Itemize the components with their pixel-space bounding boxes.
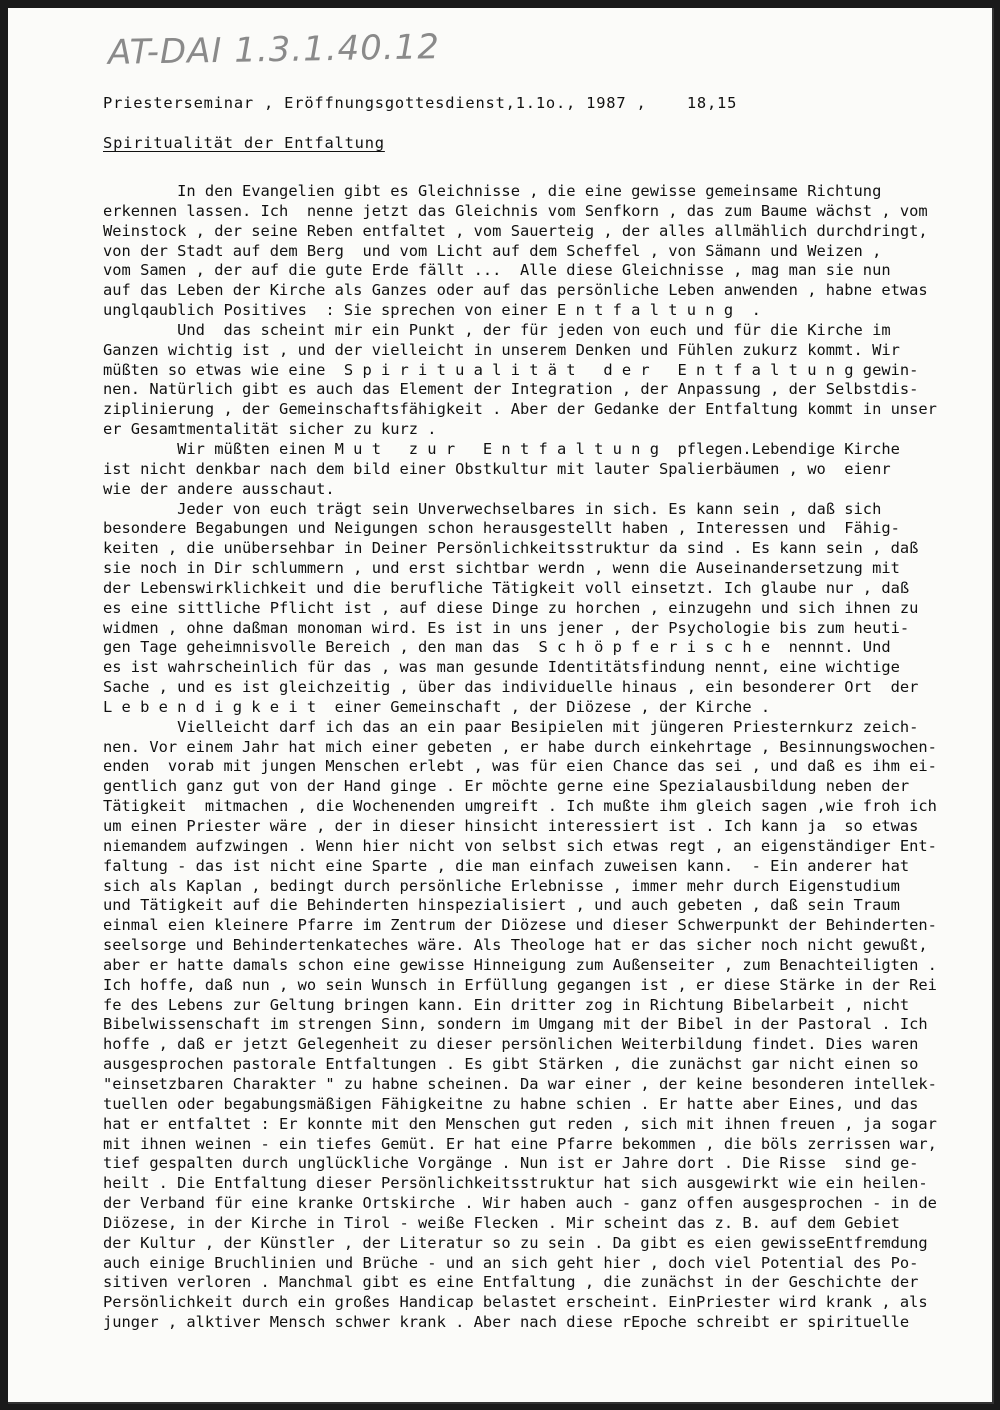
body-line: In den Evangelien gibt es Gleichnisse , die eine gewisse gemeinsame Richtung: [103, 182, 882, 200]
body-line: tuellen oder begabungsmäßigen Fähigkeitne zu habne schien . Er hatte aber Eines, und das: [103, 1094, 919, 1113]
document-title: Spiritualität der Entfaltung: [103, 134, 385, 152]
archive-signature: AT-DAI 1.3.1.40.12: [107, 27, 441, 73]
body-line: der Lebenswirklichkeit und die berufliche Tätigkeit voll einsetzt. Ich glaube nur , daß: [103, 578, 910, 597]
body-line: "einsetzbaren Charakter " zu habne scheinen. Da war einer , der keine besonderen intellek-: [103, 1074, 937, 1093]
body-line: L e b e n d i g k e i t einer Gemeinschaft , der Diözese , der Kirche .: [103, 697, 771, 716]
body-line: faltung - das ist nicht eine Sparte , die man einfach zuweisen kann. - Ein anderer hat: [103, 856, 910, 875]
body-line: sitiven verloren . Manchmal gibt es eine Entfaltung , die zunächst in der Geschichte der: [103, 1273, 919, 1292]
body-line: niemandem aufzwingen . Wenn hier nicht von selbst sich etwas regt , an eigenständiger Ent-: [103, 836, 937, 855]
body-line: Tätigkeit mitmachen , die Wochenenden umgreift . Ich mußte ihm gleich sagen ,wie froh ich: [103, 797, 937, 816]
body-line: ziplinierung , der Gemeinschaftsfähigkeit . Aber der Gedanke der Entfaltung kommt in unser: [103, 400, 937, 419]
body-line: junger , alktiver Mensch schwer krank . Aber nach diese rEpoche schreibt er spirituelle: [103, 1313, 910, 1332]
body-line: um einen Priester wäre , der in dieser hinsicht interessiert ist . Ich kann ja so etwas: [103, 817, 919, 835]
body-line: hoffe , daß er jetzt Gelegenheit zu dieser persönlichen Weiterbildung findet. Dies waren: [103, 1035, 919, 1054]
body-line: Und das scheint mir ein Punkt , der für jeden von euch und für die Kirche im: [103, 320, 891, 339]
body-line: wie der andere ausschaut.: [103, 479, 335, 498]
body-line: tief gespalten durch unglückliche Vorgänge . Nun ist er Jahre dort . Die Risse sind ge-: [103, 1154, 919, 1173]
body-line: auf das Leben der Kirche als Ganzes oder auf das persönliche Leben anwenden , habne etwas: [103, 281, 928, 300]
body-line: sie noch in Dir schlummern , und erst sichtbar werdn , wenn die Auseinandersetzung mit: [103, 559, 900, 578]
body-line: keiten , die unübersehbar in Deiner Persönlichkeitsstruktur da sind . Es kann sein , daß: [103, 539, 919, 558]
body-line: es eine sittliche Pflicht ist , auf diese Dinge zu horchen , einzugehn und sich ihnen zu: [103, 598, 919, 617]
body-line: gentlich ganz gut von der Hand ginge . Er möchte gerne eine Spezialausbildung neben der: [103, 777, 910, 796]
body-line: widmen , ohne daßman monoman wird. Es ist in uns jener , der Psychologie bis zum heuti-: [103, 618, 910, 637]
body-line: Bibelwissenschaft im strengen Sinn, sondern im Umgang mit der Bibel in der Pastoral . Ich: [103, 1015, 928, 1034]
body-line: aber er hatte damals schon eine gewisse Hinneigung zum Außenseiter , zum Benachteiligten .: [103, 955, 937, 974]
body-line: nen. Natürlich gibt es auch das Element der Integration , der Anpassung , der Selbstdis-: [103, 380, 919, 399]
body-line: Ich hoffe, daß nun , wo sein Wunsch in Erfüllung gegangen ist , er diese Stärke in der Rei: [103, 975, 937, 994]
body-line: Weinstock , der seine Reben entfaltet , vom Sauerteig , der alles allmählich durchdringt,: [103, 221, 928, 240]
body-line: der Kultur , der Künstler , der Literatur so zu sein . Da gibt es eien gewisseEntfremdung: [103, 1233, 928, 1252]
body-line: der Verband für eine kranke Ortskirche . Wir haben auch - ganz offen ausgesprochen - in de: [103, 1194, 937, 1213]
body-line: hat er entfaltet : Er konnte mit den Menschen gut reden , sich mit ihnen freuen , ja sogar: [103, 1114, 937, 1133]
body-line: sich als Kaplan , bedingt durch persönliche Erlebnisse , immer mehr durch Eigenstudium: [103, 876, 900, 895]
body-line: Wir müßten einen M u t z u r E n t f a l t u n g pflegen.Lebendige Kirche: [103, 439, 900, 458]
header-line: Priesterseminar , Eröffnungsgottesdienst,1.1o., 1987 , 18,15: [103, 94, 738, 112]
body-line: es ist wahrscheinlich für das , was man gesunde Identitätsfindung nennt, eine wichtige: [103, 658, 900, 677]
body-line: seelsorge und Behindertenkateches wäre. Als Theologe hat er das sicher noch nicht gewußt,: [103, 936, 928, 955]
body-line: ausgesprochen pastorale Entfaltungen . Es gibt Stärken , die zunächst gar nicht einen so: [103, 1055, 919, 1074]
body-line: unglqaublich Positives : Sie sprechen von einer E n t f a l t u n g .: [103, 301, 761, 320]
body-line: Persönlichkeit durch ein großes Handicap belastet erscheint. EinPriester wird krank , als: [103, 1293, 928, 1312]
document-page: [8, 8, 994, 1404]
body-line: gen Tage geheimnisvolle Bereich , den man das S c h ö p f e r i s c h e nennnt. Und: [103, 638, 891, 657]
body-line: er Gesamtmentalität sicher zu kurz .: [103, 420, 437, 439]
body-line: fe des Lebens zur Geltung bringen kann. Ein dritter zog in Richtung Bibelarbeit , nicht: [103, 995, 910, 1014]
body-line: ist nicht denkbar nach dem bild einer Obstkultur mit lauter Spalierbäumen , wo eienr: [103, 459, 891, 478]
body-line: Vielleicht darf ich das an ein paar Besipielen mit jüngeren Priesternkurz zeich-: [103, 717, 919, 736]
body-line: müßten so etwas wie eine S p i r i t u a l i t ä t d e r E n t f a l t u n g gewin-: [103, 360, 919, 379]
body-line: Ganzen wichtig ist , und der vielleicht in unserem Denken und Fühlen zukurz kommt. Wir: [103, 340, 900, 359]
body-line: von der Stadt auf dem Berg und vom Licht auf dem Scheffel , von Sämann und Weizen ,: [103, 241, 882, 260]
body-line: vom Samen , der auf die gute Erde fällt ... Alle diese Gleichnisse , mag man sie nun: [103, 261, 891, 280]
body-line: nen. Vor einem Jahr hat mich einer gebeten , er habe durch einkehrtage , Besinnungswochen-: [103, 737, 937, 756]
body-text: [103, 182, 937, 1333]
body-line: auch einige Bruchlinien und Brüche - und an sich geht hier , doch viel Potential des Po-: [103, 1253, 919, 1272]
body-line: Jeder von euch trägt sein Unverwechselbares in sich. Es kann sein , daß sich: [103, 499, 882, 518]
body-line: mit ihnen weinen - ein tiefes Gemüt. Er hat eine Pfarre bekommen , die böls zerrissen war,: [103, 1134, 937, 1153]
body-line: Sache , und es ist gleichzeitig , über das individuelle hinaus , ein besonderer Ort der: [103, 678, 919, 697]
body-line: enden vorab mit jungen Menschen erlebt , was für eien Chance das sei , und daß es ihm ei-: [103, 757, 937, 776]
body-line: Diözese, in der Kirche in Tirol - weiße Flecken . Mir scheint das z. B. auf dem Gebiet: [103, 1213, 900, 1232]
body-line: einmal eien kleinere Pfarre im Zentrum der Diözese und dieser Schwerpunkt der Behinderten-: [103, 916, 937, 935]
body-line: heilt . Die Entfaltung dieser Persönlichkeitsstruktur hat sich ausgewirkt wie ein heilen-: [103, 1174, 928, 1193]
body-line: erkennen lassen. Ich nenne jetzt das Gleichnis vom Senfkorn , das zum Baume wächst , vom: [103, 201, 928, 220]
body-line: besondere Begabungen und Neigungen schon herausgestellt haben , Interessen und Fähig-: [103, 519, 900, 538]
body-line: und Tätigkeit auf die Behinderten hinspezialisiert , und auch gebeten , daß sein Traum: [103, 896, 900, 915]
